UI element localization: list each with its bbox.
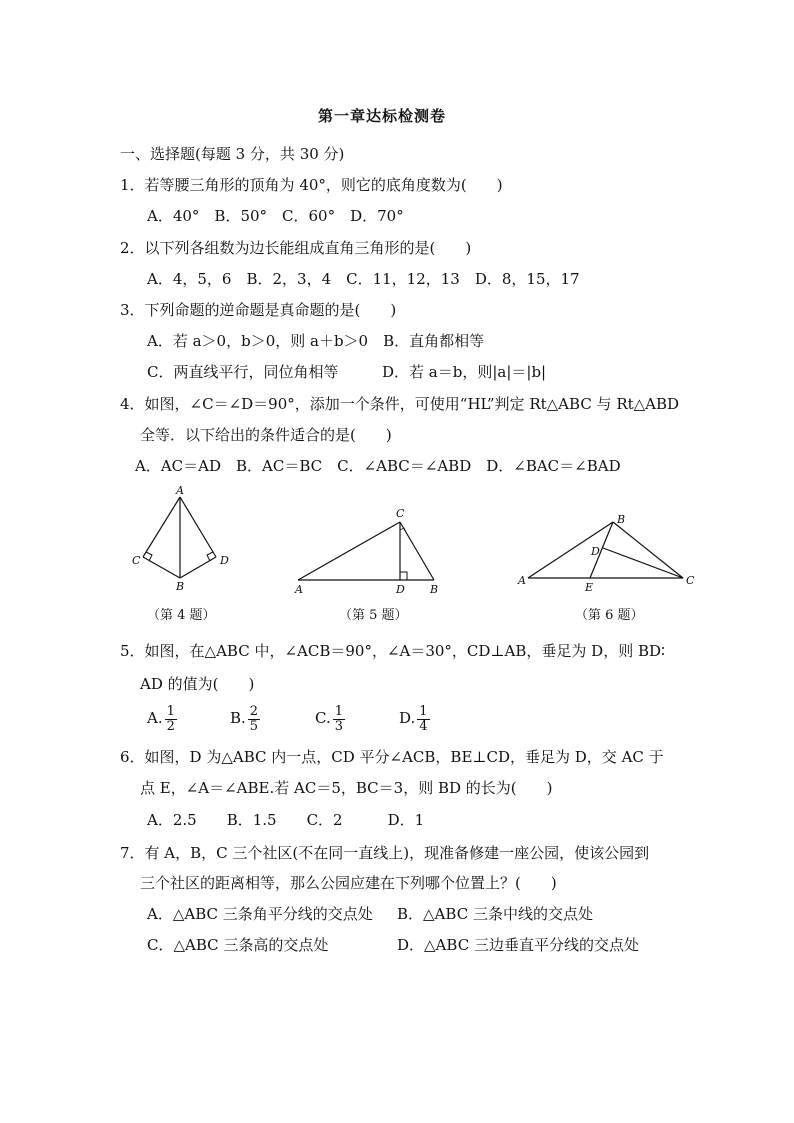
figure-4-diagram [143,497,216,578]
question-3-option-c: C．两直线平行，同位角相等 [147,363,339,381]
figure-4-label-c: C [132,554,141,567]
denominator: 2 [166,718,175,734]
figure-6-label-b: B [617,513,626,526]
question-7-option-b: B．△ABC 三条中线的交点处 [397,905,593,923]
question-7-stem-line2: 三个社区的距离相等，那么公园应建在下列哪个位置上？( ) [140,874,557,892]
fraction [333,705,345,734]
question-2-stem: 2．以下列各组数为边长能组成直角三角形的是( ) [120,239,472,257]
fraction [165,705,177,734]
question-1-stem: 1．若等腰三角形的顶角为 40°，则它的底角度数为( ) [120,176,503,194]
option-letter: A. [147,709,163,727]
denominator: 4 [419,718,428,734]
denominator: 5 [249,718,259,734]
figure-6-label-e: E [585,581,594,594]
option-letter: D. [399,709,416,727]
question-7-stem-line1: 7．有 A，B，C 三个社区(不在同一直线上)，现准备修建一座公园，使该公园到 [120,844,650,862]
figure-6-label-d: D [591,545,600,558]
question-5-option-d [399,702,430,734]
question-6-stem-line2: 点 E，∠A＝∠ABE.若 AC＝5，BC＝3，则 BD 的长为( ) [140,779,553,797]
numerator: 1 [166,703,175,719]
question-6-stem-line1: 6．如图，D 为△ABC 内一点，CD 平分∠ACB，BE⊥CD，垂足为 D，交 AC 于 [120,748,664,766]
option-letter: B. [230,709,246,727]
figure-4-label-a: A [176,484,184,497]
question-7-option-c: C．△ABC 三条高的交点处 [147,936,329,954]
option-letter: C. [315,709,331,727]
numerator: 1 [334,703,343,719]
question-4-options: A．AC＝AD B．AC＝BC C．∠ABC＝∠ABD D．∠BAC＝∠BAD [135,457,621,475]
figure-4-label-b: B [176,580,185,593]
question-4-stem-line1: 4．如图，∠C＝∠D＝90°，添加一个条件，可使用“HL”判定 Rt△ABC 与 Rt△ABD [120,395,680,413]
fraction [248,705,260,734]
question-3-option-d: D．若 a＝b，则|a|＝|b| [382,363,547,381]
question-6-options: A．2.5 B．1.5 C．2 D．1 [147,811,425,829]
question-5-stem-line1: 5．如图，在△ABC 中，∠ACB＝90°，∠A＝30°，CD⊥AB，垂足为 D，则 BD∶ [120,642,665,660]
figures-area [0,480,794,610]
figure-5-diagram [298,522,434,580]
question-4-stem-line2: 全等．以下给出的条件适合的是( ) [140,426,392,444]
question-1-options: A．40° B．50° C．60° D．70° [147,207,404,225]
numerator: 2 [249,703,259,719]
figure-5-label-c: C [396,507,405,520]
figure-5-caption: （第 5 题） [339,608,408,623]
question-5-option-a [147,702,177,734]
figure-6-diagram [528,522,683,578]
figure-5-label-d: D [396,583,405,596]
question-3-stem: 3．下列命题的逆命题是真命题的是( ) [120,301,397,319]
question-7-option-d: D．△ABC 三边垂直平分线的交点处 [397,936,639,954]
question-5-option-b [230,702,260,734]
figure-6-label-c: C [686,574,695,587]
question-7-option-a: A．△ABC 三条角平分线的交点处 [147,905,373,923]
question-2-options: A．4，5，6 B．2，3，4 C．11，12，13 D．8，15，17 [147,270,580,288]
figure-4-label-d: D [220,554,229,567]
denominator: 3 [334,718,343,734]
numerator: 1 [419,703,428,719]
page-title: 第一章达标检测卷 [318,107,447,125]
figure-5-label-a: A [295,583,303,596]
fraction [417,705,429,734]
question-5-stem-line2: AD 的值为( ) [140,675,255,693]
figure-6-label-a: A [518,574,526,587]
figure-6-caption: （第 6 题） [575,608,644,623]
figure-5-label-b: B [430,583,439,596]
question-5-option-c [315,702,345,734]
question-3-options-line1: A．若 a＞0，b＞0，则 a＋b＞0 B．直角都相等 [147,332,485,350]
section-heading: 一、选择题(每题 3 分，共 30 分) [120,145,345,163]
figure-4-caption: （第 4 题） [147,608,216,623]
